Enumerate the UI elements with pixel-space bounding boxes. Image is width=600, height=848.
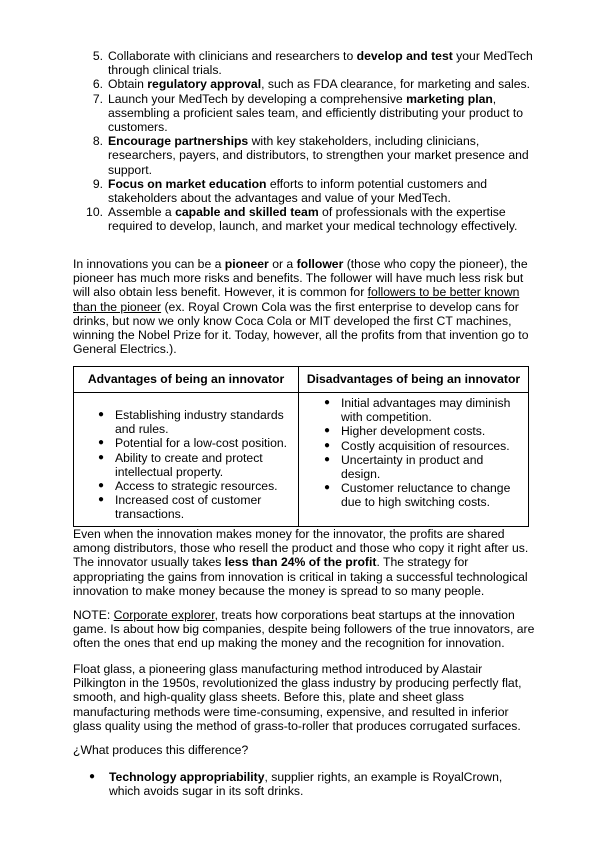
list-number: 8. <box>92 134 103 149</box>
list-text: Obtain <box>108 77 148 92</box>
list-item <box>73 49 533 77</box>
innovations-paragraph: In innovations you can be a pioneer or a follower (those who copy the pioneer), the pioneer has much more risks and benefits. The follower will have much less risk but will also obtain less benefit. However, it is common for followers to be better known than the pioneer (ex. Royal Crown Cola was the first enterprise to develop cans for drinks, but now we only know Coca Cola or MIT developed the first CT machines, winning the Nobel Prize for it. Today, however, all the profits from that invention go to General Electrics.). <box>73 257 529 357</box>
list-text: with key stakeholders, including clinicians, researchers, payers, and distributors, to strengthen your market presence and support. <box>108 134 529 177</box>
numbered-list <box>73 49 533 234</box>
list-bold-text: develop and test <box>356 49 453 63</box>
bullet-icon: ● <box>324 425 331 437</box>
list-item: ● Customer reluctance to change due to high switching costs. <box>324 481 511 510</box>
list-item <box>73 92 533 135</box>
follower-term: follower <box>296 257 344 271</box>
list-number: 10. <box>86 205 103 220</box>
list-number: 6. <box>92 77 103 92</box>
bullet-icon: ● <box>98 451 105 463</box>
bullet-icon: ● <box>324 453 331 465</box>
list-bold-text: Technology appropriability <box>109 770 265 784</box>
innovator-comparison-table <box>73 366 529 527</box>
bullet-icon: ● <box>324 397 331 408</box>
list-text: , such as FDA clearance, for marketing and sales. <box>261 77 531 92</box>
list-text: of professionals with the expertise required to develop, launch, and market your medical technology effectively. <box>108 205 518 234</box>
list-item: ● Technology appropriability, supplier rights, an example is RoyalCrown, which avoids sugar in its soft drinks. <box>89 770 503 799</box>
bullet-icon: ● <box>324 482 331 494</box>
disadvantages-header: Disadvantages of being an innovator <box>299 367 529 393</box>
profit-share-highlight: less than 24% of the profit <box>224 555 377 570</box>
list-item: ● Potential for a low-cost position. <box>98 436 288 451</box>
followers-better-known-link[interactable]: followers to be better known than the pioneer <box>73 285 520 314</box>
list-item <box>73 77 533 91</box>
list-item: ● Access to strategic resources. <box>98 479 278 494</box>
float-glass-paragraph: Float glass, a pioneering glass manufacturing method introduced by Alastair Pilkington in the 1950s, revolutionized the glass industry by producing perfectly flat, smooth, and high-quality glass sheets. Before this, plate and sheet glass manufacturing methods were time-consuming, expensive, and resulted in inferior glass quality using the method of grass-to-roller that produces corrugated surfaces. <box>73 662 522 733</box>
list-bold-text: capable and skilled team <box>175 205 319 220</box>
list-item: ● Increased cost of customer transactions. <box>98 493 262 522</box>
list-number: 5. <box>92 49 103 63</box>
list-text: Launch your MedTech by developing a comprehensive <box>108 91 407 106</box>
list-text: efforts to inform potential customers and stakeholders about the advantages and value of your MedTech. <box>108 176 488 206</box>
list-item: ● Establishing industry standards and rules. <box>98 408 284 437</box>
list-bold-text: regulatory approval <box>147 77 262 92</box>
list-text: Collaborate with clinicians and researchers to <box>108 49 357 63</box>
bullet-icon: ● <box>98 480 105 492</box>
list-bold-text: Focus on market education <box>108 176 267 191</box>
bullet-list <box>73 770 533 798</box>
bullet-icon: ● <box>98 494 105 506</box>
advantages-list <box>86 408 294 522</box>
advantages-cell <box>74 393 299 527</box>
advantages-header: Advantages of being an innovator <box>74 367 299 393</box>
list-text: your MedTech through clinical trials. <box>108 49 533 78</box>
list-item: ● Higher development costs. <box>324 424 486 439</box>
bullet-icon: ● <box>98 437 105 449</box>
bullet-icon: ● <box>98 409 105 420</box>
list-text: , assembling a proficient sales team, and efficiently distributing your product to customers. <box>108 91 524 135</box>
list-item: ● Ability to create and protect intellectual property. <box>98 450 263 479</box>
list-text: Assemble a <box>108 205 176 220</box>
list-item <box>73 134 533 177</box>
list-item <box>73 205 533 233</box>
bullet-icon: ● <box>89 771 96 782</box>
list-item <box>73 177 533 205</box>
disadvantages-list <box>312 396 524 510</box>
question-text: ¿What produces this difference? <box>73 743 249 757</box>
list-bold-text: Encourage partnerships <box>108 134 249 149</box>
list-item: ● Uncertainty in product and design. <box>324 452 484 482</box>
note-paragraph: NOTE: Corporate explorer, treats how corporations beat startups at the innovation game. Is about how big companies, despite being followers of the true innovators, are often the ones that end up making the money and the recognition for innovation. <box>73 608 535 651</box>
list-item: ● Costly acquisition of resources. <box>324 438 510 453</box>
corporate-explorer-link[interactable]: Corporate explorer <box>113 608 215 622</box>
bullet-icon: ● <box>324 439 331 451</box>
list-bold-text: marketing plan <box>406 91 493 106</box>
pioneer-term: pioneer <box>224 257 269 271</box>
list-number: 7. <box>92 91 103 106</box>
list-item: ● Initial advantages may diminish with competition. <box>324 396 511 425</box>
disadvantages-cell <box>299 393 529 527</box>
list-number: 9. <box>92 176 103 191</box>
profits-paragraph: Even when the innovation makes money for the innovator, the profits are shared among distributors, those who resell the product and those who copy it right after us. The innovator usually takes less than 24% of the profit. The strategy for appropriating the gains from innovation is critical in taking a successful technological innovation to make money because the money is spread to so many people. <box>73 527 529 598</box>
